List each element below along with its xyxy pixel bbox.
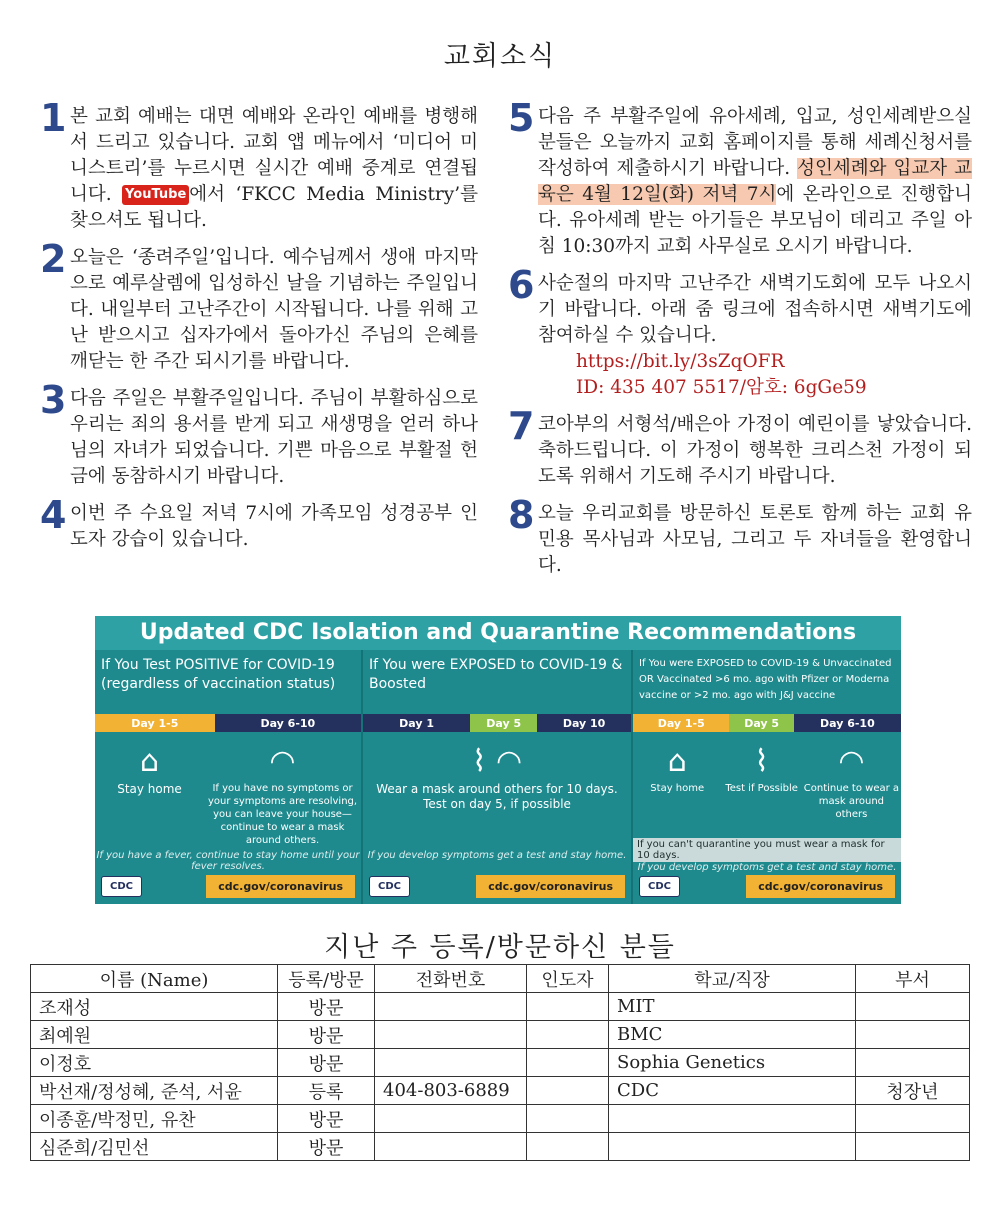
highlighted-text: 성인세례와 입교자 교육은 4월 12일(화) 저녁 7시 [538, 158, 972, 205]
cell-status: 방문 [278, 1021, 375, 1049]
item-text-cont: 에 온라인으로 진행합니다. 유아세례 받는 아기들은 부모님이 데리고 주일 아침 10:30까지 교회 사무실로 오시기 바랍니다. [538, 184, 972, 257]
table-header-row [31, 965, 970, 993]
cell-guide [527, 993, 609, 1021]
cell-department [856, 1105, 970, 1133]
cdc-url: cdc.gov/coronavirus [746, 875, 895, 898]
cell-department: 청장년 [856, 1077, 970, 1105]
day-bar [633, 714, 901, 732]
day-label: Day 10 [537, 714, 631, 732]
cell-school-work: Sophia Genetics [609, 1049, 856, 1077]
item-text: 사순절의 마지막 고난주간 새벽기도회에 모두 나오시기 바랍니다. 아래 줌 링크에 접속하시면 새벽기도에 참여하실 수 있습니다. [538, 273, 972, 346]
cdc-logo: CDC [369, 876, 410, 897]
icon-caption: Continue to wear a mask around others [803, 783, 900, 820]
left-column [40, 96, 478, 564]
cell-name: 이종훈/박정민, 유찬 [31, 1105, 278, 1133]
item-text: 오늘은 ‘종려주일’입니다. 예수님께서 생애 마지막으로 예루살렘에 입성하신 날을 기념하는 주일입니다. 내일부터 고난주간이 시작됩니다. 나를 위해 고난 받으시고 십자가에서 돌아가신 주님의 은혜를 깨닫는 한 주간 되시기를 바랍니다. [70, 247, 478, 372]
cell-status: 방문 [278, 1133, 375, 1161]
icon-caption: If you have no symptoms or your symptoms are resolving, you can leave your house—continue to wear a mask around others. [207, 783, 358, 846]
cell-school-work: BMC [609, 1021, 856, 1049]
news-item-2 [40, 237, 478, 375]
news-item-1 [40, 96, 478, 234]
cdc-logo: CDC [101, 876, 142, 897]
icon-caption: Wear a mask around others for 10 days. Test on day 5, if possible [376, 782, 618, 811]
cell-phone [375, 1049, 527, 1077]
news-item-7 [508, 404, 972, 490]
day-label: Day 5 [729, 714, 793, 732]
panel-note: If you develop symptoms get a test and stay home. [637, 862, 897, 873]
panel-note: If you have a fever, continue to stay home until your fever resolves. [96, 850, 360, 872]
column-header: 인도자 [527, 965, 609, 993]
cell-phone [375, 1021, 527, 1049]
panel-note: If you can't quarantine you must wear a mask for 10 days. [633, 838, 901, 862]
news-item-3 [40, 378, 478, 490]
page-title: 교회소식 [443, 41, 557, 72]
table-row [31, 1133, 970, 1161]
item-text: 본 교회 예배는 대면 예배와 온라인 예배를 병행해서 드리고 있습니다. 교회 앱 메뉴에서 ‘미디어 미니스트리’를 누르시면 실시간 예배 중계로 연결됩니다. [70, 106, 478, 205]
visitors-title: 지난 주 등록/방문하신 분들 [324, 932, 676, 963]
cell-status: 방문 [278, 993, 375, 1021]
zoom-credentials: ID: 435 407 5517/암호: 6gGe59 [576, 377, 867, 398]
day-label: Day 6-10 [215, 714, 361, 732]
cell-status: 방문 [278, 1105, 375, 1133]
cell-phone [375, 993, 527, 1021]
panel-heading: If You were EXPOSED to COVID-19 & Unvaccinated OR Vaccinated >6 mo. ago with Pfizer or Moderna vaccine or >2 mo. ago with J&J vaccine [639, 658, 892, 701]
item-number: 7 [508, 404, 535, 448]
panel-exposed-boosted [363, 650, 633, 904]
day-bar [363, 714, 631, 732]
panel-icons [95, 732, 361, 850]
cell-name: 이정호 [31, 1049, 278, 1077]
panel-heading: If You were EXPOSED to COVID-19 & Boosted [369, 657, 623, 692]
cell-department [856, 1021, 970, 1049]
icon-caption: Stay home [650, 783, 705, 794]
right-column [508, 96, 972, 590]
table-row [31, 1077, 970, 1105]
column-header: 이름 (Name) [31, 965, 278, 993]
item-number: 6 [508, 263, 535, 307]
mask-icon: ◠ [838, 744, 865, 779]
cdc-url: cdc.gov/coronavirus [476, 875, 625, 898]
column-header: 학교/직장 [609, 965, 856, 993]
cell-school-work [609, 1133, 856, 1161]
cell-name: 최예원 [31, 1021, 278, 1049]
cdc-infographic [95, 616, 901, 904]
cell-status: 등록 [278, 1077, 375, 1105]
house-icon: ⌂ [140, 744, 160, 779]
cell-guide [527, 1049, 609, 1077]
cell-phone [375, 1105, 527, 1133]
zoom-link[interactable]: https://bit.ly/3sZqOFR [576, 351, 785, 372]
table-row [31, 993, 970, 1021]
item-text: 다음 주 부활주일에 유아세례, 입교, 성인세례받으실 분들은 오늘까지 교회 홈페이지를 통해 세례신청서를 작성하여 제출하시기 바랍니다. [538, 106, 972, 179]
cell-department [856, 993, 970, 1021]
cell-guide [527, 1105, 609, 1133]
mask-icon: ◠ [269, 744, 296, 779]
day-label: Day 1-5 [633, 714, 729, 732]
news-item-5 [508, 96, 972, 260]
cdc-heading: Updated CDC Isolation and Quarantine Recommendations [95, 616, 901, 650]
cell-department [856, 1049, 970, 1077]
visitors-table [30, 964, 970, 1161]
cell-name: 심준희/김민선 [31, 1133, 278, 1161]
day-label: Day 1-5 [95, 714, 215, 732]
item-number: 4 [40, 493, 67, 537]
day-label: Day 6-10 [794, 714, 901, 732]
cell-status: 방문 [278, 1049, 375, 1077]
panel-positive [95, 650, 363, 904]
cell-guide [527, 1133, 609, 1161]
item-number: 1 [40, 96, 67, 140]
youtube-logo: YouTube [122, 185, 189, 205]
cell-school-work [609, 1105, 856, 1133]
item-number: 8 [508, 493, 535, 537]
cdc-url: cdc.gov/coronavirus [206, 875, 355, 898]
house-icon: ⌂ [667, 744, 687, 779]
item-text-cont: 에서 ‘FKCC Media Ministry’를 찾으셔도 됩니다. [70, 184, 478, 231]
test-tube-icon: ⌇ [754, 744, 769, 779]
cell-school-work: CDC [609, 1077, 856, 1105]
cell-guide [527, 1021, 609, 1049]
item-text: 코아부의 서형석/배은아 가정이 예린이를 낳았습니다. 축하드립니다. 이 가정이 행복한 크리스천 가정이 되도록 위해서 기도해 주시기 바랍니다. [538, 414, 972, 487]
cell-guide [527, 1077, 609, 1105]
item-text: 오늘 우리교회를 방문하신 토론토 함께 하는 교회 유민용 목사님과 사모님, 그리고 두 자녀들을 환영합니다. [538, 503, 972, 576]
news-item-4 [40, 493, 478, 553]
cell-department [856, 1133, 970, 1161]
panel-note: If you develop symptoms get a test and stay home. [367, 850, 627, 861]
icon-caption: Stay home [117, 782, 182, 796]
news-item-6 [508, 263, 972, 401]
table-row [31, 1021, 970, 1049]
cell-phone [375, 1133, 527, 1161]
cdc-logo: CDC [639, 876, 680, 897]
cell-name: 조재성 [31, 993, 278, 1021]
icon-caption: Test if Possible [725, 783, 798, 794]
news-item-8 [508, 493, 972, 579]
cell-phone: 404-803-6889 [375, 1077, 527, 1105]
panel-icons [633, 732, 901, 838]
day-label: Day 1 [363, 714, 470, 732]
item-number: 5 [508, 96, 535, 140]
item-number: 3 [40, 378, 67, 422]
item-number: 2 [40, 237, 67, 281]
day-bar [95, 714, 361, 732]
table-row [31, 1049, 970, 1077]
table-row [31, 1105, 970, 1133]
item-text: 다음 주일은 부활주일입니다. 주님이 부활하심으로 우리는 죄의 용서를 받게 되고 새생명을 얻러 하나님의 자녀가 되었습니다. 기쁜 마음으로 부활절 헌금에 동참하시기 바랍니다. [70, 388, 478, 487]
item-text: 이번 주 수요일 저녁 7시에 가족모임 성경공부 인도자 강습이 있습니다. [70, 503, 478, 550]
column-header: 등록/방문 [278, 965, 375, 993]
panel-icons [363, 732, 631, 850]
cell-school-work: MIT [609, 993, 856, 1021]
panel-heading: If You Test POSITIVE for COVID-19 (regardless of vaccination status) [101, 657, 336, 692]
column-header: 전화번호 [375, 965, 527, 993]
panel-exposed-unvaccinated [633, 650, 901, 904]
column-header: 부서 [856, 965, 970, 993]
test-tube-and-mask-icon: ⌇ ◠ [471, 744, 523, 779]
day-label: Day 5 [470, 714, 537, 732]
cell-name: 박선재/정성혜, 준석, 서윤 [31, 1077, 278, 1105]
